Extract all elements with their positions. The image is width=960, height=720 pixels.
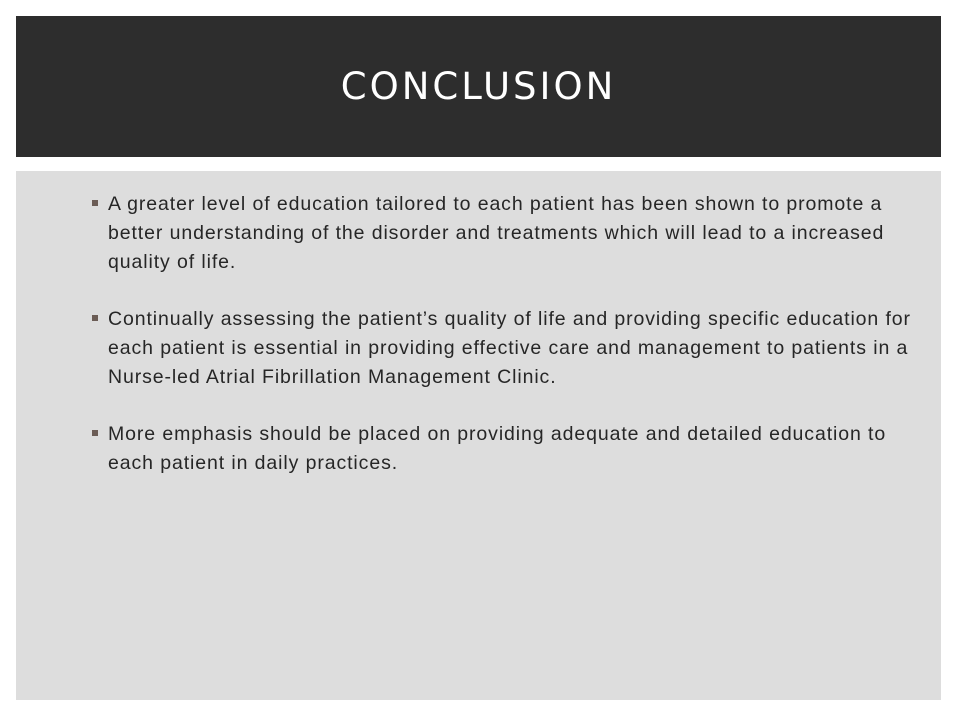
square-bullet-icon [92,430,98,436]
bullet-item [92,420,912,478]
bullet-item [92,305,912,392]
bullet-item [92,190,912,277]
square-bullet-icon [92,315,98,321]
bullet-text: More emphasis should be placed on providing adequate and detailed education to each patient in daily practices. [108,423,887,474]
bullet-list [92,190,912,506]
slide-title: CONCLUSION [340,65,617,108]
title-band [16,16,941,157]
bullet-text: Continually assessing the patient’s quality of life and providing specific education for each patient is essential in providing effective care and management to patients in a Nurse-led Atrial Fibrillation Management Clinic. [108,308,911,388]
bullet-text: A greater level of education tailored to each patient has been shown to promote a better understanding of the disorder and treatments which will lead to a increased quality of life. [108,193,885,273]
square-bullet-icon [92,200,98,206]
